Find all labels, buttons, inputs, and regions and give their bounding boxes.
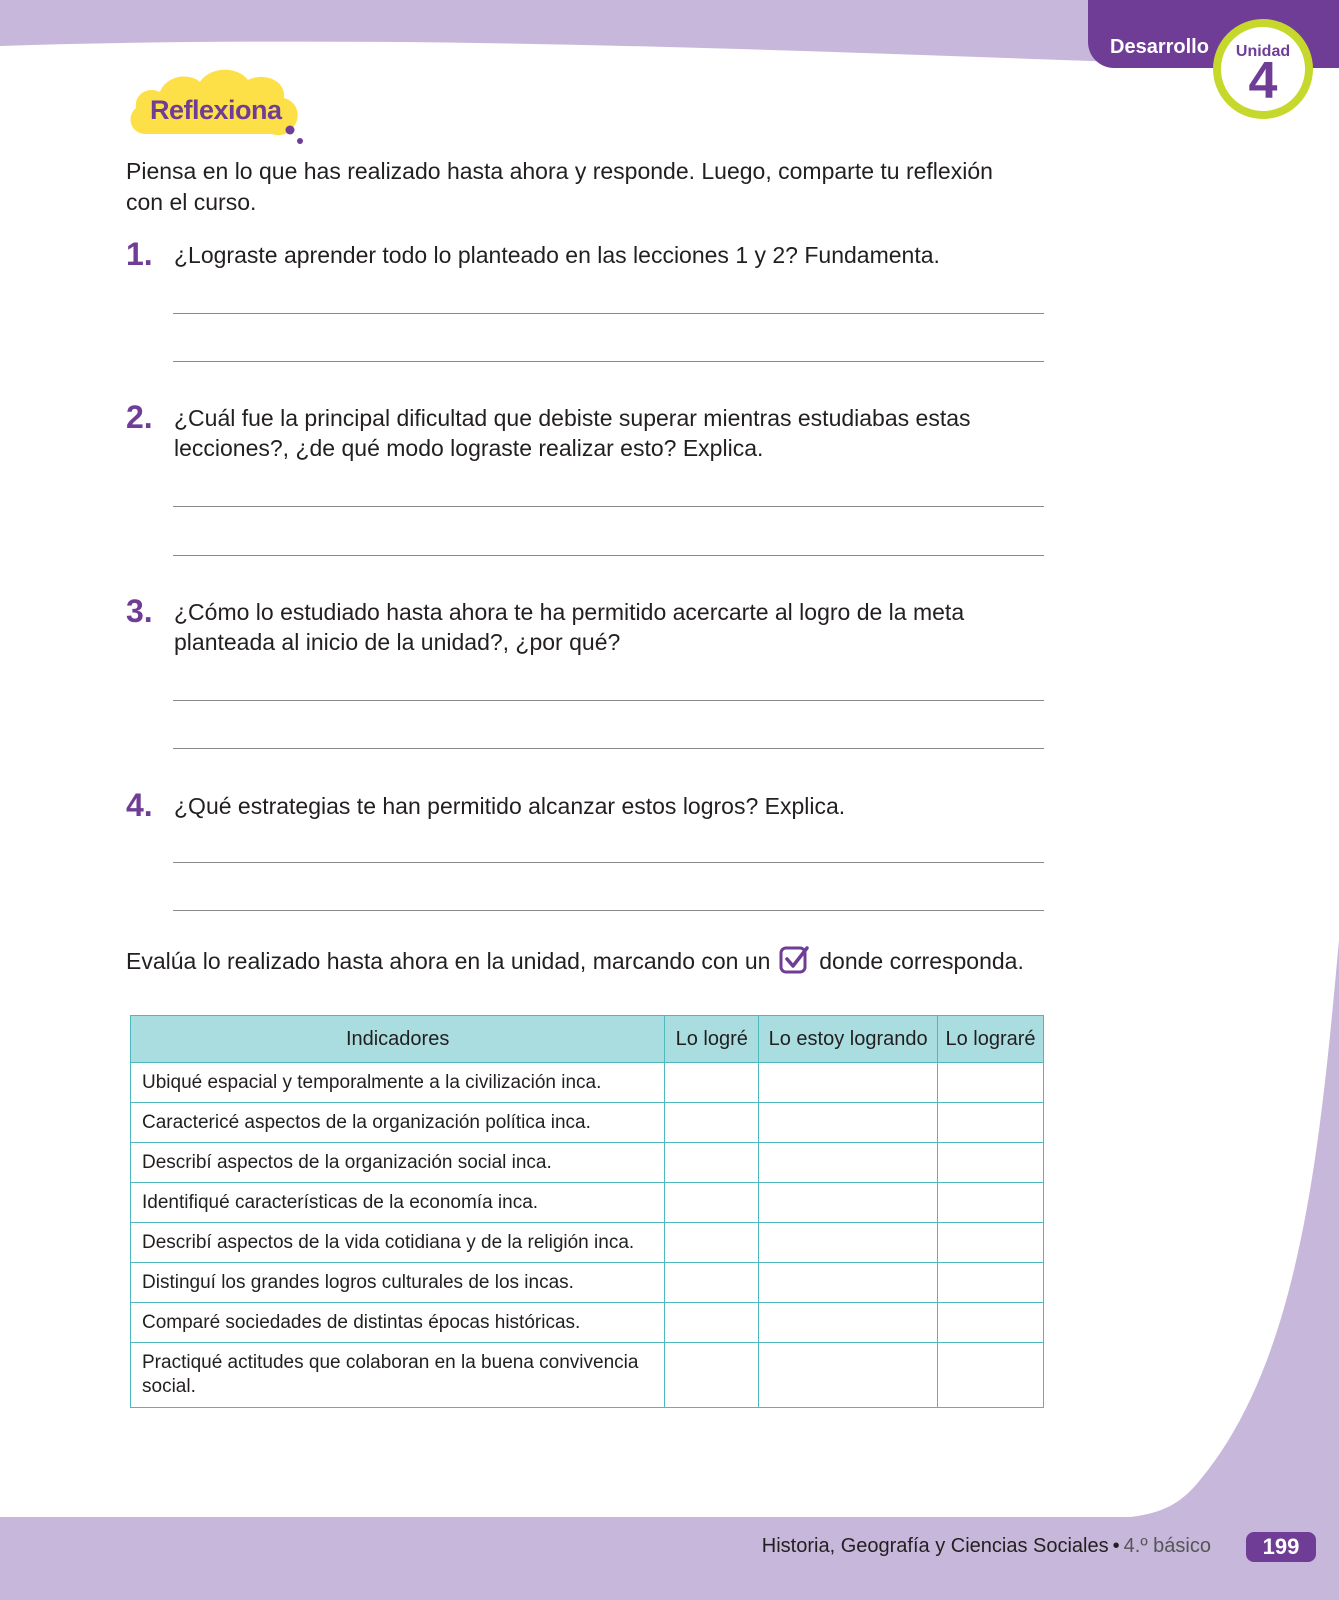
checkbox-check-icon <box>779 945 809 975</box>
question-text: ¿Lograste aprender todo lo planteado en las lecciones 1 y 2? Fundamenta. <box>174 242 940 268</box>
table-row <box>131 1143 1044 1183</box>
evaluation-text-after: donde corresponda. <box>819 948 1024 974</box>
check-cell[interactable] <box>665 1143 759 1183</box>
evaluation-text-before: Evalúa lo realizado hasta ahora en la unidad, marcando con un <box>126 948 771 974</box>
check-cell[interactable] <box>759 1143 938 1183</box>
answer-line[interactable] <box>173 748 1044 749</box>
table-row <box>131 1223 1044 1263</box>
check-cell[interactable] <box>665 1063 759 1103</box>
footer-bullet: • <box>1112 1535 1120 1557</box>
header-lo-estoy-logrando: Lo estoy logrando <box>759 1016 938 1063</box>
answer-line[interactable] <box>173 700 1044 701</box>
check-cell[interactable] <box>665 1223 759 1263</box>
indicator-cell: Distinguí los grandes logros culturales de los incas. <box>131 1263 665 1303</box>
check-cell[interactable] <box>759 1183 938 1223</box>
check-cell[interactable] <box>759 1303 938 1343</box>
check-cell[interactable] <box>938 1143 1044 1183</box>
indicator-cell: Ubiqué espacial y temporalmente a la civilización inca. <box>131 1063 665 1103</box>
page-number: 199 <box>1246 1532 1316 1562</box>
check-cell[interactable] <box>938 1263 1044 1303</box>
indicator-cell: Describí aspectos de la vida cotidiana y de la religión inca. <box>131 1223 665 1263</box>
evaluation-instruction <box>126 945 1024 976</box>
question-text: ¿Cuál fue la principal dificultad que debiste superar mientras estudiabas estas lecciones?, ¿de qué modo lograste realizar esto? Explica. <box>174 405 971 461</box>
indicator-cell: Identifiqué características de la economía inca. <box>131 1183 665 1223</box>
check-cell[interactable] <box>759 1223 938 1263</box>
indicator-cell: Caractericé aspectos de la organización política inca. <box>131 1103 665 1143</box>
right-page-curl <box>1120 940 1339 1518</box>
question-text: ¿Cómo lo estudiado hasta ahora te ha permitido acercarte al logro de la meta planteada al inicio de la unidad?, ¿por qué? <box>174 599 965 655</box>
table-header-row <box>131 1016 1044 1063</box>
check-cell[interactable] <box>938 1223 1044 1263</box>
table-row <box>131 1063 1044 1103</box>
indicator-cell: Describí aspectos de la organización social inca. <box>131 1143 665 1183</box>
table-row <box>131 1263 1044 1303</box>
answer-line[interactable] <box>173 361 1044 362</box>
answer-line[interactable] <box>173 313 1044 314</box>
header-indicadores: Indicadores <box>131 1016 665 1063</box>
table-row <box>131 1343 1044 1408</box>
check-cell[interactable] <box>759 1063 938 1103</box>
answer-line[interactable] <box>173 910 1044 911</box>
section-tag: Reflexiona <box>150 95 282 125</box>
question-number: 2. <box>126 399 153 435</box>
unit-badge <box>1213 19 1313 119</box>
evaluation-table <box>130 1015 1044 1408</box>
footer-grade: 4.º básico <box>1123 1535 1211 1557</box>
check-cell[interactable] <box>665 1103 759 1143</box>
answer-line[interactable] <box>173 506 1044 507</box>
indicator-cell: Practiqué actitudes que colaboran en la buena convivencia social. <box>131 1343 665 1408</box>
check-cell[interactable] <box>759 1263 938 1303</box>
unit-word: Unidad <box>1235 43 1291 60</box>
question-number: 3. <box>126 593 153 629</box>
unit-number: 4 <box>1248 52 1278 110</box>
indicator-cell: Comparé sociedades de distintas épocas históricas. <box>131 1303 665 1343</box>
footer-subject: Historia, Geografía y Ciencias Sociales <box>761 1535 1109 1557</box>
question-text: ¿Qué estrategias te han permitido alcanzar estos logros? Explica. <box>174 793 846 819</box>
intro-text: Piensa en lo que has realizado hasta ahora y responde. Luego, comparte tu reflexión con el curso. <box>126 158 993 215</box>
check-cell[interactable] <box>938 1103 1044 1143</box>
section-label: Desarrollo <box>1110 36 1209 58</box>
header-lo-logre: Lo logré <box>665 1016 759 1063</box>
check-cell[interactable] <box>938 1183 1044 1223</box>
check-cell[interactable] <box>665 1343 759 1408</box>
check-cell[interactable] <box>665 1183 759 1223</box>
check-cell[interactable] <box>938 1063 1044 1103</box>
check-cell[interactable] <box>665 1263 759 1303</box>
check-cell[interactable] <box>665 1303 759 1343</box>
bottom-band <box>0 1517 1339 1600</box>
answer-line[interactable] <box>173 862 1044 863</box>
footer-text <box>762 1535 1211 1558</box>
question-number: 1. <box>126 236 153 272</box>
check-cell[interactable] <box>938 1343 1044 1408</box>
check-cell[interactable] <box>938 1303 1044 1343</box>
table-row <box>131 1303 1044 1343</box>
header-lo-lograre: Lo lograré <box>938 1016 1044 1063</box>
check-cell[interactable] <box>759 1343 938 1408</box>
table-row <box>131 1103 1044 1143</box>
table-row <box>131 1183 1044 1223</box>
check-cell[interactable] <box>759 1103 938 1143</box>
question-number: 4. <box>126 787 153 823</box>
answer-line[interactable] <box>173 555 1044 556</box>
